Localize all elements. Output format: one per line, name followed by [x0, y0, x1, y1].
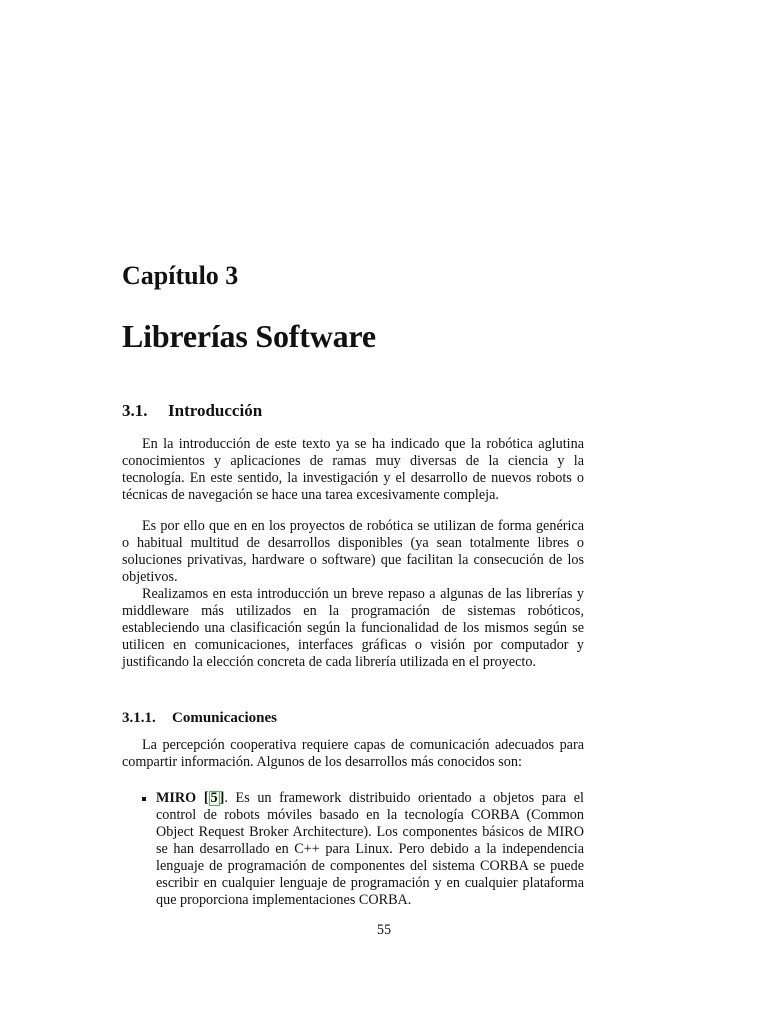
intro-paragraph-3: Realizamos en esta introducción un breve repaso a algunas de las librerías y middleware más utilizados en la programación de sistemas robóticos, estableciendo una clasificación según la funcionalidad de los mismos según se utilicen en comunicaciones, interfaces gráficas o visión por computador y justificando la elección concreta de cada librería utilizada en el proyecto.: [122, 586, 584, 670]
citation-link[interactable]: 5: [210, 790, 218, 806]
chapter-label: Capítulo 3: [122, 261, 239, 290]
list-item-text: . Es un framework distribuido orientado a objetos para el control de robots móviles basado en la tecnología CORBA (Common Object Request Broker Architecture). Los componentes básicos de MIRO se han desarrollado en C++ para Linux. Pero debido a la independencia lenguaje de programación de componentes del sistema CORBA se puede escribir en cualquier lenguaje de programación y en cualquier plataforma que proporciona implementaciones CORBA.: [156, 790, 584, 908]
communications-paragraph: La percepción cooperativa requiere capas de comunicación adecuados para compartir información. Algunos de los desarrollos más conocidos son:: [122, 737, 584, 770]
bullet-square-icon: [142, 797, 146, 801]
communications-list: [122, 790, 584, 909]
list-item-term: MIRO: [156, 790, 197, 806]
section-heading: [122, 399, 262, 423]
section-title: Introducción: [168, 401, 263, 420]
chapter-title: Librerías Software: [122, 318, 376, 354]
subsection-title: Comunicaciones: [172, 710, 277, 726]
page-number: 55: [376, 922, 392, 938]
subsection-heading: [122, 707, 277, 729]
subsection-number: 3.1.1.: [122, 710, 156, 726]
list-item: MIRO [ 5 ]. Es un framework distribuido orientado a objetos para el control de robots móviles basado en la tecnología CORBA (Common Object Request Broker Architecture). Los componentes básicos de MIRO se han desarrollado en C++ para Linux. Pero debido a la independencia lenguaje de programación de componentes del sistema CORBA se puede escribir en cualquier lenguaje de programación y en cualquier plataforma que proporciona implementaciones CORBA.: [122, 790, 584, 909]
intro-paragraph-2: Es por ello que en en los proyectos de robótica se utilizan de forma genérica o habitual multitud de desarrollos disponibles (ya sean totalmente libres o soluciones privativas, hardware o software) que facilitan la consecución de los objetivos.: [122, 518, 584, 585]
section-number: 3.1.: [122, 401, 148, 420]
intro-paragraph-1: En la introducción de este texto ya se ha indicado que la robótica aglutina conocimientos y aplicaciones de ramas muy diversas de la ciencia y la tecnología. En este sentido, la investigación y el desarrollo de nuevos robots o técnicas de navegación se hace una tarea excesivamente compleja.: [122, 436, 584, 503]
